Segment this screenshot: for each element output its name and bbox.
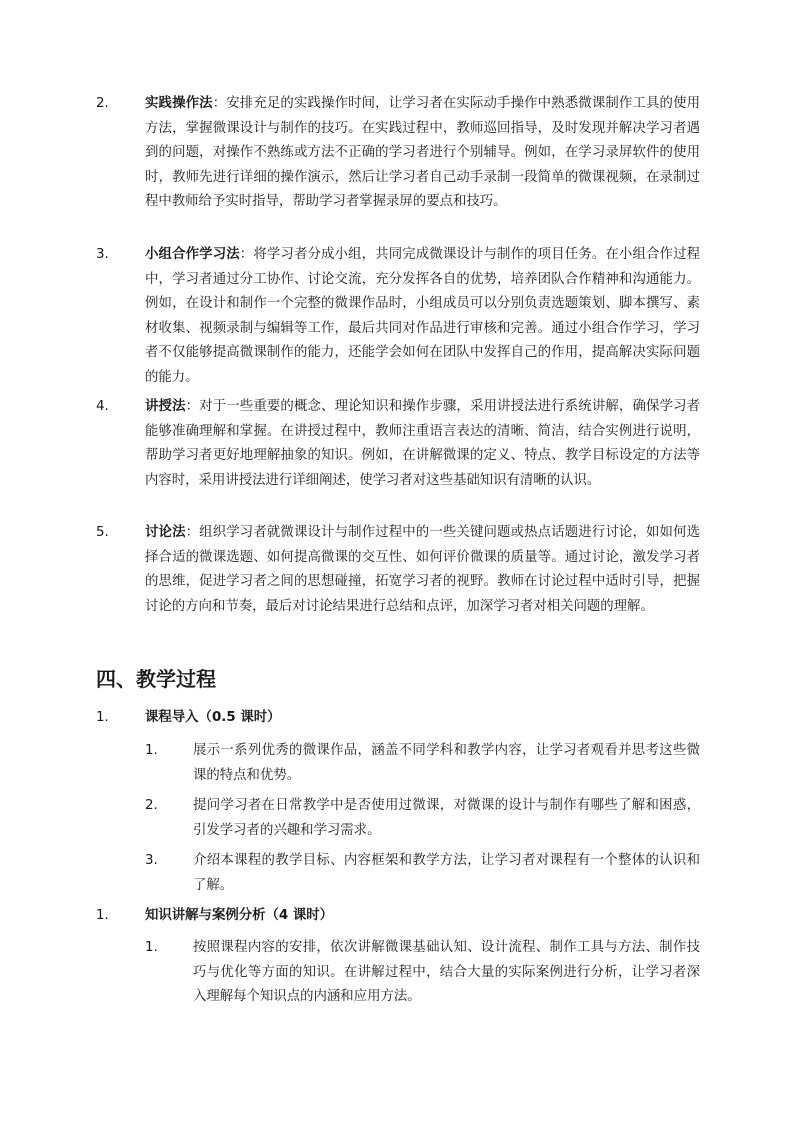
item-text: ：将学习者分成小组，共同完成微课设计与制作的项目任务。在小组合作过程中，学习者通过分工协作、讨论交流，充分发挥各自的优势，培养团队合作精神和沟通能力。例如，在设计和制作一个完整的微课作品时，小组成员可以分别负责选题策划、脚本撰写、素材收集、视频录制与编辑等工作，最后共同对作品进行审核和完善。通过小组合作学习，学习者不仅能够提高微课制作的能力，还能学会如何在团队中发挥自己的作用，提高解决实际问题的能力。: [145, 247, 700, 385]
item-number: 1.: [96, 710, 109, 725]
item-title: 讨论法: [145, 525, 186, 540]
sub-list-item: [145, 794, 700, 843]
section-heading: 四、教学过程: [96, 667, 216, 691]
item-number: 2.: [96, 96, 109, 111]
stage-heading: [96, 904, 700, 929]
item-text: 介绍本课程的教学目标、内容框架和教学方法，让学习者对课程有一个整体的认识和了解。: [193, 853, 700, 893]
item-number: 3.: [96, 247, 109, 262]
sub-list-item: [145, 849, 700, 898]
item-title: 实践操作法: [145, 96, 213, 111]
sub-list-item: [145, 936, 700, 1010]
list-item: [96, 92, 700, 215]
item-number: 1.: [145, 743, 158, 758]
item-text: ：对于一些重要的概念、理论知识和操作步骤，采用讲授法进行系统讲解，确保学习者能够准确理解和掌握。在讲授过程中，教师注重语言表达的清晰、简洁，结合实例进行说明，帮助学习者更好地理解抽象的知识。例如，在讲解微课的定义、特点、教学目标设定的方法等内容时，采用讲授法进行详细阐述，使学习者对这些基础知识有清晰的认识。: [145, 399, 701, 488]
sub-list-item: [145, 739, 700, 788]
item-text: ：安排充足的实践操作时间，让学习者在实际动手操作中熟悉微课制作工具的使用方法，掌握微课设计与制作的技巧。在实践过程中，教师巡回指导，及时发现并解决学习者遇到的问题，对操作不熟练或方法不正确的学习者进行个别辅导。例如，在学习录屏软件的使用时，教师先进行详细的操作演示，然后让学习者自己动手录制一段简单的微课视频，在录制过程中教师给予实时指导，帮助学习者掌握录屏的要点和技巧。: [145, 96, 700, 209]
item-number: 1.: [145, 940, 158, 955]
list-item: [96, 395, 700, 493]
item-body: [145, 243, 700, 390]
item-text: 按照课程内容的安排，依次讲解微课基础认知、设计流程、制作工具与方法、制作技巧与优化等方面的知识。在讲解过程中，结合大量的实际案例进行分析，让学习者深入理解每个知识点的内涵和应用方法。: [193, 940, 700, 1004]
list-item: [96, 243, 700, 390]
item-body: [145, 521, 700, 619]
item-number: 2.: [145, 798, 158, 813]
list-item: [96, 521, 700, 619]
stage-heading: [96, 706, 700, 731]
stage-title: 知识讲解与案例分析（4 课时）: [145, 908, 334, 923]
item-number: 3.: [145, 853, 158, 868]
item-text: ：组织学习者就微课设计与制作过程中的一些关键问题或热点话题进行讨论，如如何选择合适的微课选题、如何提高微课的交互性、如何评价微课的质量等。通过讨论，激发学习者的思维，促进学习者之间的思想碰撞，拓宽学习者的视野。教师在讨论过程中适时引导，把握讨论的方向和节奏，最后对讨论结果进行总结和点评，加深学习者对相关问题的理解。: [145, 525, 701, 614]
item-body: [145, 395, 700, 493]
item-title: 小组合作学习法: [145, 247, 240, 262]
item-number: 5.: [96, 525, 109, 540]
item-text: 展示一系列优秀的微课作品，涵盖不同学科和教学内容，让学习者观看并思考这些微课的特点和优势。: [193, 743, 700, 783]
stage-title: 课程导入（0.5 课时）: [145, 710, 281, 725]
item-number: 4.: [96, 399, 109, 414]
item-title: 讲授法: [145, 399, 186, 414]
item-text: 提问学习者在日常教学中是否使用过微课，对微课的设计与制作有哪些了解和困惑，引发学习者的兴趣和学习需求。: [193, 798, 700, 838]
item-body: [145, 92, 700, 215]
item-number: 1.: [96, 908, 109, 923]
